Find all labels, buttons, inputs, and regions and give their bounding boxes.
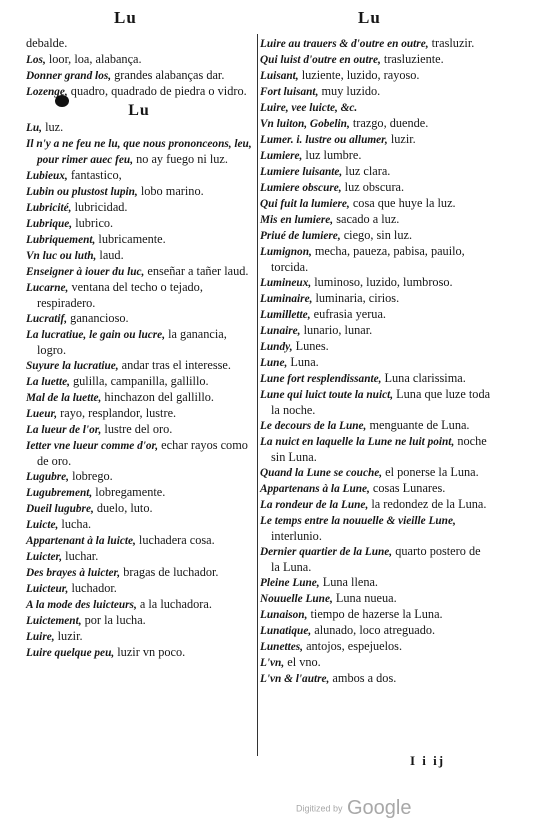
entry-definition: interlunio.	[271, 529, 322, 543]
entry-term: Luisant,	[260, 70, 299, 82]
entry-term: Mis en lumiere,	[260, 214, 334, 226]
entry-term: Lumiere obscure,	[260, 182, 342, 194]
entry-term: Dueil lugubre,	[26, 503, 94, 515]
entry-definition: luchar.	[62, 549, 99, 563]
entry-term: Lucratif,	[26, 313, 68, 325]
entry-term: Lumiere luisante,	[260, 166, 343, 178]
dictionary-entry	[26, 168, 252, 184]
section-subheading: Lu	[128, 102, 150, 119]
entry-definition: bragas de luchador.	[120, 565, 219, 579]
dictionary-entry	[26, 501, 252, 517]
dictionary-entry	[260, 591, 492, 607]
entry-definition: lubricidad.	[71, 200, 128, 214]
entry-term: Quand la Lune se couche,	[260, 467, 383, 479]
entry-definition: luziente, luzido, rayoso.	[298, 68, 420, 82]
entry-definition: Luna clarissima.	[381, 371, 466, 385]
entry-definition: ciego, sin luz.	[340, 228, 413, 242]
dictionary-entry	[260, 371, 492, 387]
entry-definition: luzir.	[54, 629, 83, 643]
entry-definition: por la lucha.	[81, 613, 146, 627]
entry-definition: luzir.	[387, 132, 416, 146]
entry-definition: rayo, resplandor, lustre.	[57, 406, 177, 420]
digitized-by-text: Digitized by	[296, 803, 343, 814]
entry-term: Lumer. i. lustre ou allumer,	[260, 134, 388, 146]
entry-term: Appartenans à la Lune,	[260, 483, 370, 495]
entry-definition: quadro, quadrado de piedra o vidro.	[67, 84, 247, 98]
dictionary-entry	[26, 565, 252, 581]
dictionary-entry	[26, 136, 252, 168]
dictionary-entry	[26, 613, 252, 629]
entry-term: Luire, vee luicte, &c.	[260, 102, 358, 114]
google-logo-text: Google	[346, 797, 412, 819]
running-head-left: Lu	[114, 8, 137, 27]
dictionary-entry	[260, 497, 492, 513]
entry-term: Lunettes,	[260, 641, 303, 653]
dictionary-entry	[260, 244, 492, 275]
entry-definition: echar rayos como de oro.	[37, 438, 248, 468]
entry-term: Lune qui luict toute la nuict,	[260, 389, 394, 401]
entry-term: Lubieux,	[26, 170, 68, 182]
entry-term: La luette,	[26, 376, 70, 388]
dictionary-entry	[260, 481, 492, 497]
dictionary-entry	[260, 196, 492, 212]
entry-definition: la ganancia, logro.	[37, 327, 227, 357]
running-head-right: Lu	[358, 8, 381, 27]
entry-definition: lubricamente.	[95, 232, 166, 246]
entry-definition: el ponerse la Luna.	[382, 465, 479, 479]
dictionary-entry	[260, 387, 492, 418]
dictionary-entry	[26, 36, 252, 52]
entry-definition: tiempo de hazerse la Luna.	[307, 607, 443, 621]
dictionary-entry	[260, 639, 492, 655]
entry-term: Luire quelque peu,	[26, 647, 115, 659]
entry-definition: loor, loa, alabança.	[45, 52, 142, 66]
dictionary-entry	[260, 671, 492, 687]
dictionary-entry	[26, 200, 252, 216]
entry-term: Appartenant à la luicte,	[26, 535, 136, 547]
dictionary-entry	[26, 52, 252, 68]
entry-term: Luicte,	[26, 519, 59, 531]
dictionary-entry	[26, 184, 252, 200]
dictionary-entry	[260, 164, 492, 180]
entry-term: Lune fort resplendissante,	[260, 373, 382, 385]
entry-definition: muy luzido.	[318, 84, 381, 98]
entry-term: La lucratiue, le gain ou lucre,	[26, 329, 166, 341]
entry-term: Enseigner à iouer du luc,	[26, 266, 145, 278]
dictionary-entry	[26, 84, 252, 100]
entry-definition: luchadera cosa.	[135, 533, 215, 547]
entry-term: Il n'y a ne feu ne lu, que nous prononceons, leu, pour rimer auec feu,	[26, 138, 252, 166]
entry-definition: menguante de Luna.	[366, 418, 470, 432]
dictionary-entry	[26, 390, 252, 406]
entry-term: L'vn,	[260, 657, 285, 669]
entry-definition: mecha, paueza, pabisa, pauilo, torcida.	[271, 244, 465, 274]
entry-term: Lu,	[26, 122, 43, 134]
entry-definition: el vno.	[284, 655, 321, 669]
entry-definition: lobregamente.	[92, 485, 166, 499]
entry-term: L'vn & l'autre,	[260, 673, 330, 685]
entry-term: Lune,	[260, 357, 288, 369]
dictionary-entry	[26, 232, 252, 248]
entry-definition: ventana del techo o tejado, respiradero.	[37, 280, 203, 310]
entry-term: Mal de la luette,	[26, 392, 102, 404]
entry-definition: ambos a dos.	[329, 671, 397, 685]
dictionary-entry	[260, 339, 492, 355]
entry-definition: hinchazon del gallillo.	[101, 390, 215, 404]
dictionary-entry	[26, 549, 252, 565]
entry-term: Lumineux,	[260, 277, 312, 289]
dictionary-entry	[26, 485, 252, 501]
entry-definition: laud.	[96, 248, 124, 262]
dictionary-entry	[26, 264, 252, 280]
entry-term: Qui fuit la lumiere,	[260, 198, 350, 210]
entry-term: Luminaire,	[260, 293, 313, 305]
entry-term: Lozenge,	[26, 86, 68, 98]
entry-definition: lubrico.	[72, 216, 114, 230]
dictionary-entry	[260, 575, 492, 591]
entry-term: Fort luisant,	[260, 86, 319, 98]
dictionary-entry	[26, 280, 252, 311]
dictionary-entry	[26, 406, 252, 422]
entry-term: Lubin ou plustost lupin,	[26, 186, 138, 198]
entry-term: Luire,	[26, 631, 55, 643]
entry-definition: luminoso, luzido, lumbroso.	[311, 275, 453, 289]
entry-term: Lunaison,	[260, 609, 308, 621]
dictionary-entry	[260, 84, 492, 100]
entry-term: A la mode des luicteurs,	[26, 599, 137, 611]
entry-definition: luzir vn poco.	[114, 645, 186, 659]
dictionary-entry	[26, 597, 252, 613]
entry-term: Luicter,	[26, 551, 63, 563]
entry-term: Lunatique,	[260, 625, 312, 637]
entry-definition: gulilla, campanilla, gallillo.	[69, 374, 209, 388]
entry-definition: Luna nueua.	[332, 591, 397, 605]
entry-term: La lueur de l'or,	[26, 424, 102, 436]
entry-term: Lucarne,	[26, 282, 69, 294]
entry-term: Suyure la lucratiue,	[26, 360, 119, 372]
entry-definition: luz.	[42, 120, 64, 134]
entry-term: Lubriquement,	[26, 234, 96, 246]
entry-definition: alunado, loco atreguado.	[311, 623, 436, 637]
entry-definition: Luna llena.	[319, 575, 379, 589]
dictionary-entry	[26, 358, 252, 374]
entry-term: Donner grand los,	[26, 70, 112, 82]
dictionary-entry	[260, 307, 492, 323]
dictionary-entry	[26, 438, 252, 469]
entry-definition: Luna que luze toda la noche.	[271, 387, 491, 417]
dictionary-entry	[260, 228, 492, 244]
entry-term: La nuict en laquelle la Lune ne luit point,	[260, 436, 455, 448]
entry-definition: luz obscura.	[341, 180, 405, 194]
dictionary-entry	[26, 629, 252, 645]
entry-term: Lumignon,	[260, 246, 312, 258]
dictionary-entry	[26, 327, 252, 358]
dictionary-entry	[260, 291, 492, 307]
dictionary-entry	[26, 311, 252, 327]
entry-definition: debalde.	[26, 36, 68, 50]
dictionary-entry	[260, 655, 492, 671]
entry-term: Lundy,	[260, 341, 293, 353]
entry-term: Le decours de la Lune,	[260, 420, 367, 432]
entry-term: Luire au trauers & d'outre en outre,	[260, 38, 429, 50]
entry-definition: lobo marino.	[137, 184, 204, 198]
dictionary-entry	[260, 465, 492, 481]
entry-term: Los,	[26, 54, 46, 66]
dictionary-entry	[260, 148, 492, 164]
entry-term: Lueur,	[26, 408, 58, 420]
entry-definition: cosas Lunares.	[369, 481, 446, 495]
entry-definition: lobrego.	[69, 469, 113, 483]
entry-definition: quarto postero de la Luna.	[271, 544, 481, 574]
right-column	[260, 36, 492, 687]
dictionary-entry	[26, 533, 252, 549]
dictionary-entry	[260, 180, 492, 196]
entry-term: Vn luc ou luth,	[26, 250, 97, 262]
entry-definition: trasluzir.	[428, 36, 475, 50]
entry-definition: antojos, espejuelos.	[303, 639, 403, 653]
dictionary-entry	[26, 645, 252, 661]
entry-definition: luchador.	[68, 581, 117, 595]
dictionary-entry	[26, 68, 252, 84]
entry-term: Lubrique,	[26, 218, 73, 230]
dictionary-entry	[26, 374, 252, 390]
entry-definition: enseñar a tañer laud.	[144, 264, 249, 278]
entry-term: Luicteur,	[26, 583, 69, 595]
entry-definition: lunario, lunar.	[300, 323, 373, 337]
dictionary-entry	[260, 68, 492, 84]
dictionary-entry	[26, 216, 252, 232]
dictionary-entry	[26, 248, 252, 264]
entry-term: Priué de lumiere,	[260, 230, 341, 242]
entry-term: Ietter vne lueur comme d'or,	[26, 440, 159, 452]
entry-term: Qui luist d'outre en outre,	[260, 54, 381, 66]
entry-term: Lugubre,	[26, 471, 69, 483]
dictionary-entry	[260, 100, 492, 116]
entry-definition: luminaria, cirios.	[312, 291, 400, 305]
entry-term: Pleine Lune,	[260, 577, 320, 589]
entry-definition: no ay fuego ni luz.	[133, 152, 228, 166]
entry-definition: sacado a luz.	[333, 212, 400, 226]
entry-definition: ganancioso.	[67, 311, 129, 325]
entry-definition: noche sin Luna.	[271, 434, 487, 464]
dictionary-entry	[260, 623, 492, 639]
dictionary-entry	[260, 116, 492, 132]
entry-term: Lunaire,	[260, 325, 301, 337]
signature-mark: I i ij	[410, 753, 446, 768]
entry-definition: trazgo, duende.	[349, 116, 429, 130]
entry-term: Lumiere,	[260, 150, 303, 162]
entry-definition: fantastico,	[67, 168, 122, 182]
entry-definition: cosa que huye la luz.	[349, 196, 456, 210]
entry-definition: Luna.	[287, 355, 319, 369]
entry-definition: luz clara.	[342, 164, 391, 178]
dictionary-entry	[260, 544, 492, 575]
dictionary-entry	[26, 581, 252, 597]
entry-term: Des brayes à luicter,	[26, 567, 121, 579]
entry-definition: a la luchadora.	[136, 597, 212, 611]
dictionary-entry	[26, 422, 252, 438]
entry-definition: duelo, luto.	[93, 501, 153, 515]
dictionary-entry	[260, 132, 492, 148]
entry-definition: trasluziente.	[380, 52, 444, 66]
dictionary-entry	[260, 513, 492, 544]
entry-term: Luictement,	[26, 615, 82, 627]
dictionary-entry	[260, 418, 492, 434]
dictionary-entry	[260, 607, 492, 623]
dictionary-entry	[260, 275, 492, 291]
column-divider	[257, 34, 258, 756]
entry-definition: lustre del oro.	[101, 422, 173, 436]
entry-term: Lubricité,	[26, 202, 72, 214]
dictionary-entry	[260, 212, 492, 228]
entry-definition: luz lumbre.	[302, 148, 362, 162]
entry-definition: grandes alabanças dar.	[111, 68, 225, 82]
dictionary-entry	[260, 434, 492, 465]
entry-term: Dernier quartier de la Lune,	[260, 546, 393, 558]
dictionary-entry	[260, 36, 492, 52]
entry-definition: Lunes.	[292, 339, 329, 353]
left-column	[26, 36, 252, 661]
entry-term: Lumillette,	[260, 309, 311, 321]
dictionary-entry	[260, 52, 492, 68]
entry-definition: andar tras el interesse.	[118, 358, 231, 372]
entry-term: Vn luiton, Gobelin,	[260, 118, 350, 130]
entry-term: Nouuelle Lune,	[260, 593, 333, 605]
dictionary-entry	[26, 469, 252, 485]
entry-term: Le temps entre la nouuelle & vieille Lune,	[260, 515, 456, 527]
entry-definition: lucha.	[58, 517, 92, 531]
dictionary-entry	[260, 355, 492, 371]
entry-definition: la redondez de la Luna.	[368, 497, 487, 511]
dictionary-entry	[260, 323, 492, 339]
entry-term: Lugubrement,	[26, 487, 93, 499]
dictionary-entry	[26, 120, 252, 136]
entry-definition: eufrasia yerua.	[310, 307, 386, 321]
dictionary-entry	[26, 517, 252, 533]
entry-term: La rondeur de la Lune,	[260, 499, 369, 511]
digitized-footer	[296, 797, 411, 820]
